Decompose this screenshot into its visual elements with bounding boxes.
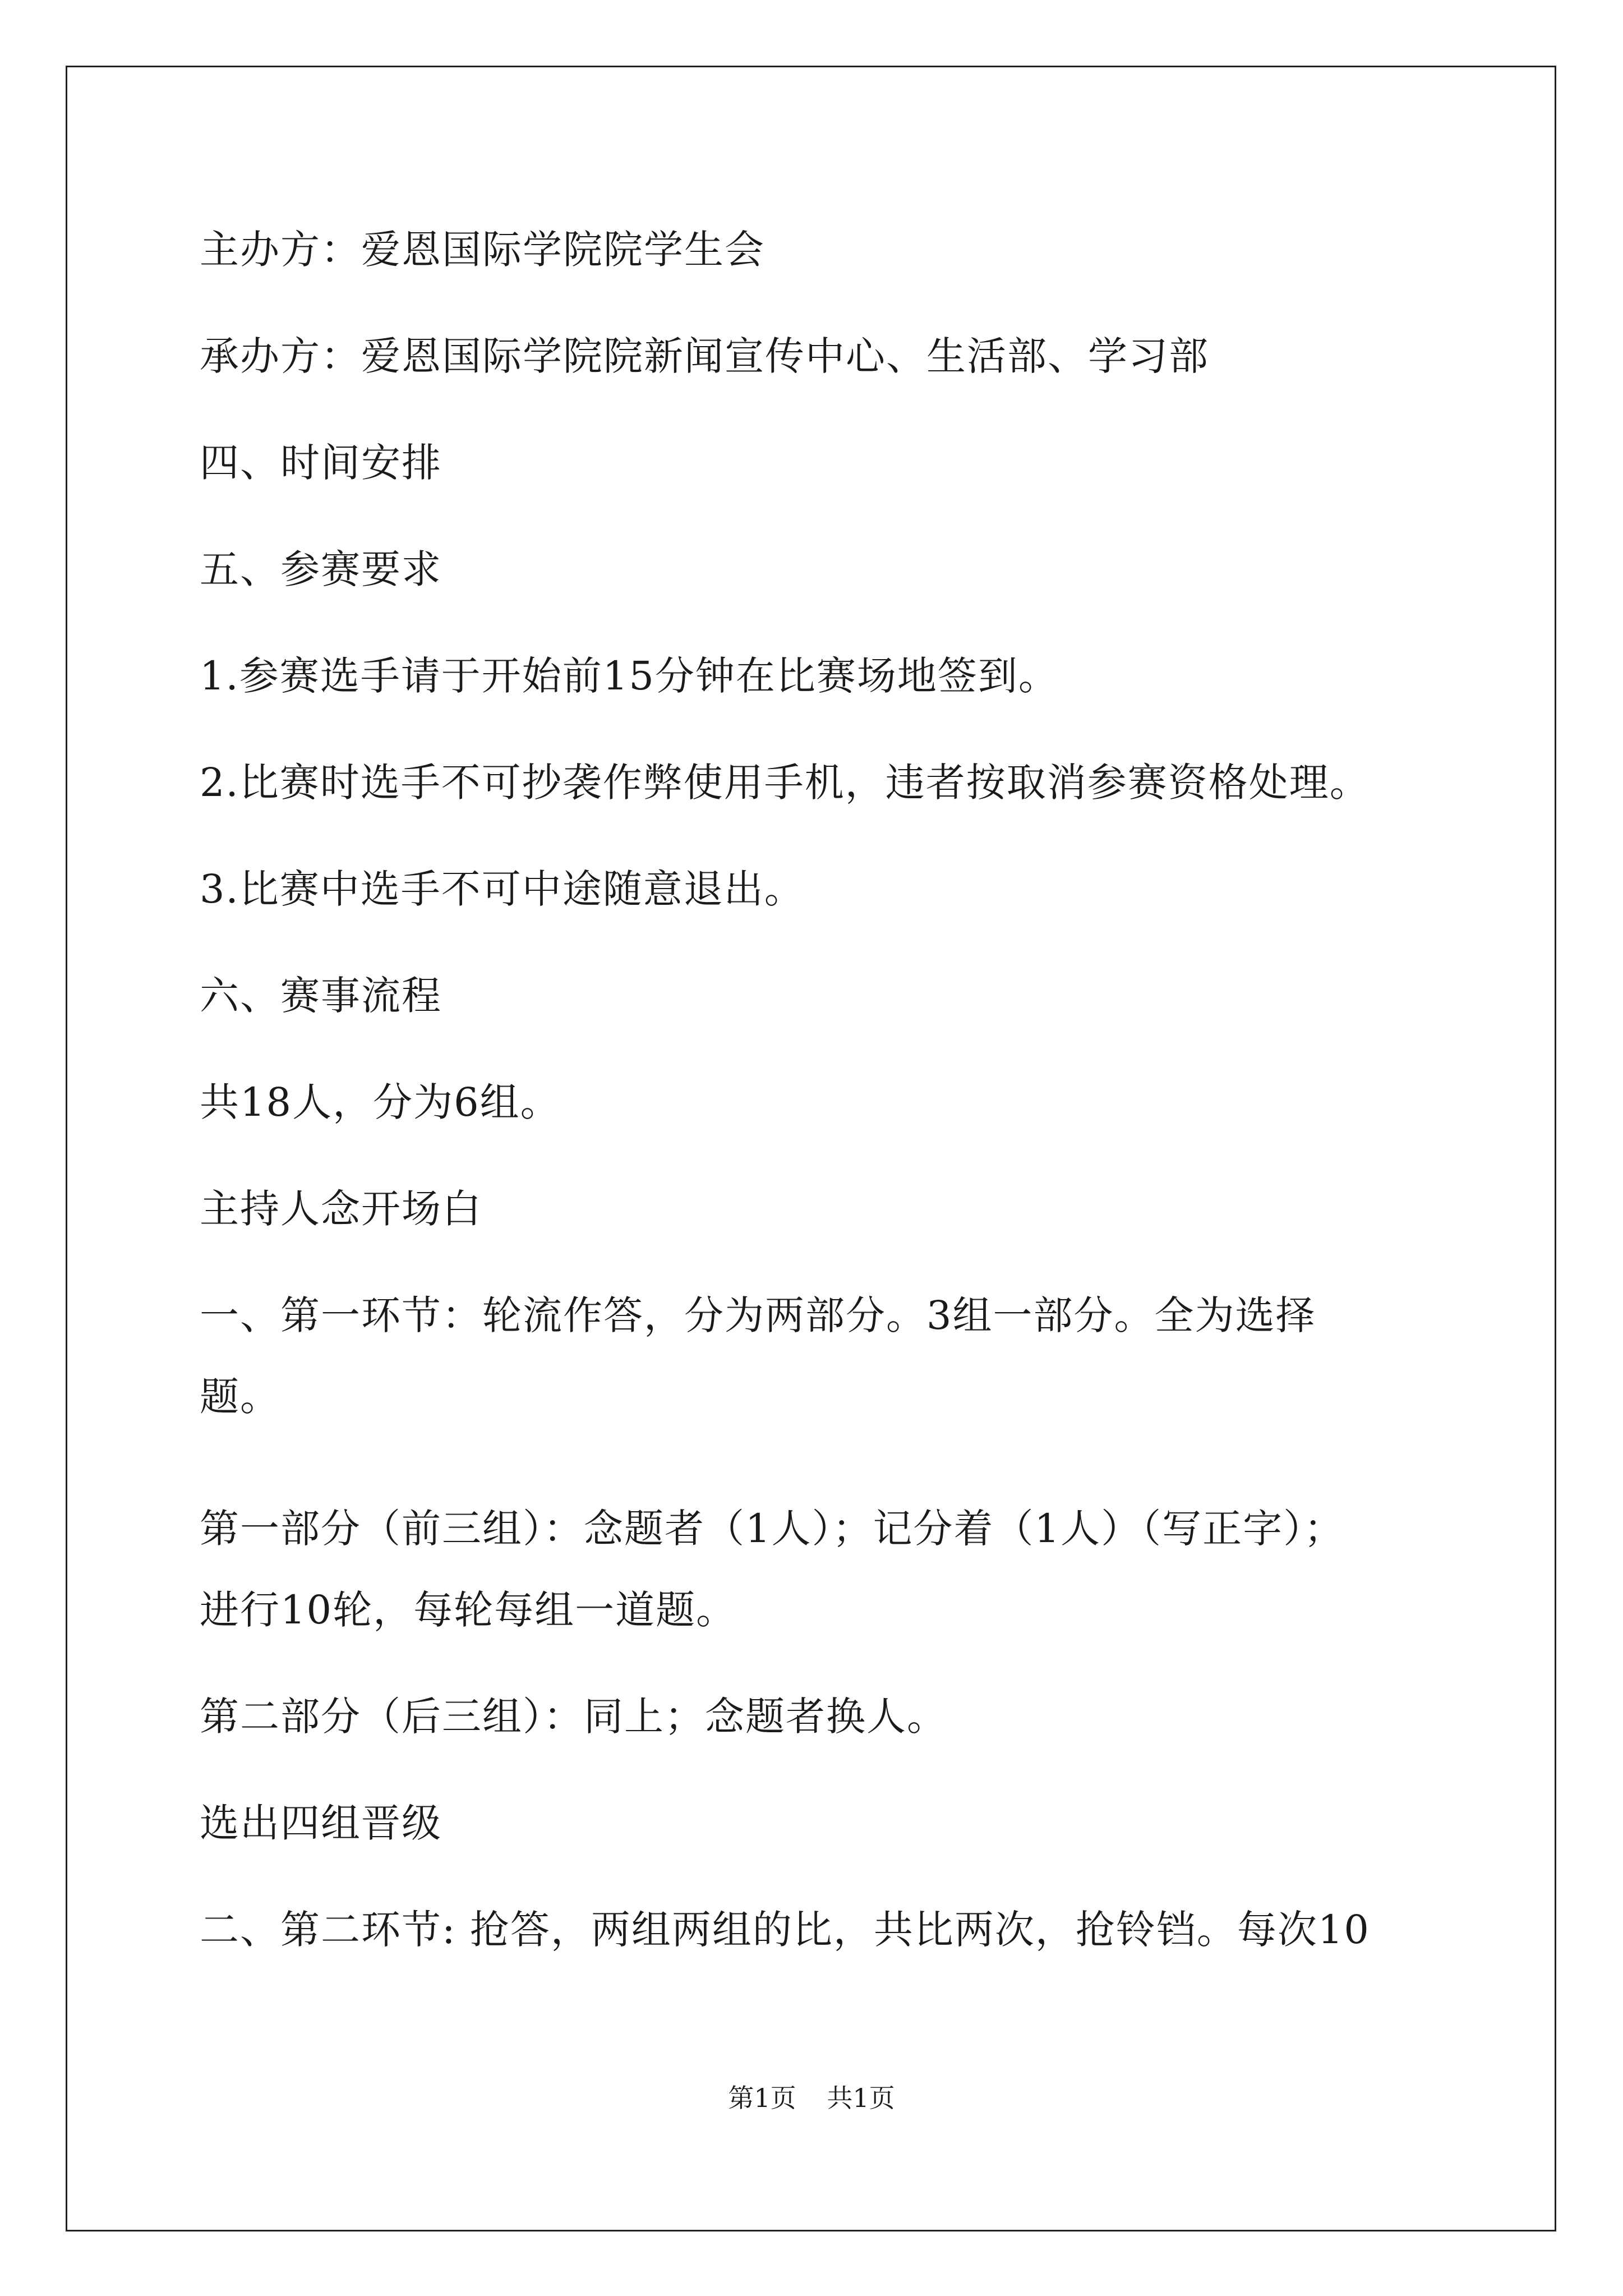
paragraph-round-one: 一、第一环节：轮流作答，分为两部分。3组一部分。全为选择 (200, 1292, 1316, 1338)
paragraph-part-one: 第一部分（前三组）：念题者（1人）；记分着（1人）（写正字）； (200, 1506, 1345, 1552)
requirement-item-3: 3.比赛中选手不可中途随意退出。 (200, 866, 805, 912)
paragraph-round-one-cont: 题。 (200, 1374, 280, 1420)
organizer-line: 主办方：爱恩国际学院院学生会 (200, 227, 765, 273)
section-heading-requirements: 五、参赛要求 (200, 546, 442, 592)
page-total: 共1页 (827, 2083, 895, 2113)
paragraph-host-opening: 主持人念开场白 (200, 1186, 482, 1232)
paragraph-part-one-cont: 进行10轮，每轮每组一道题。 (200, 1587, 737, 1633)
requirement-item-1: 1.参赛选手请于开始前15分钟在比赛场地签到。 (200, 653, 1059, 699)
paragraph-advance: 选出四组晋级 (200, 1800, 442, 1846)
requirement-item-2: 2.比赛时选手不可抄袭作弊使用手机，违者按取消参赛资格处理。 (200, 760, 1370, 806)
co-organizer-line: 承办方：爱恩国际学院院新闻宣传中心、生活部、学习部 (200, 333, 1209, 379)
paragraph-participants: 共18人，分为6组。 (200, 1079, 561, 1125)
section-heading-process: 六、赛事流程 (200, 973, 442, 1019)
paragraph-part-two: 第二部分（后三组）：同上；念题者换人。 (200, 1694, 947, 1740)
page-footer (0, 2081, 1623, 2115)
paragraph-round-two: 二、第二环节: 抢答，两组两组的比，共比两次，抢铃铛。每次10 (200, 1907, 1370, 1953)
section-heading-schedule: 四、时间安排 (200, 440, 442, 486)
page-number: 第1页 (728, 2083, 796, 2113)
